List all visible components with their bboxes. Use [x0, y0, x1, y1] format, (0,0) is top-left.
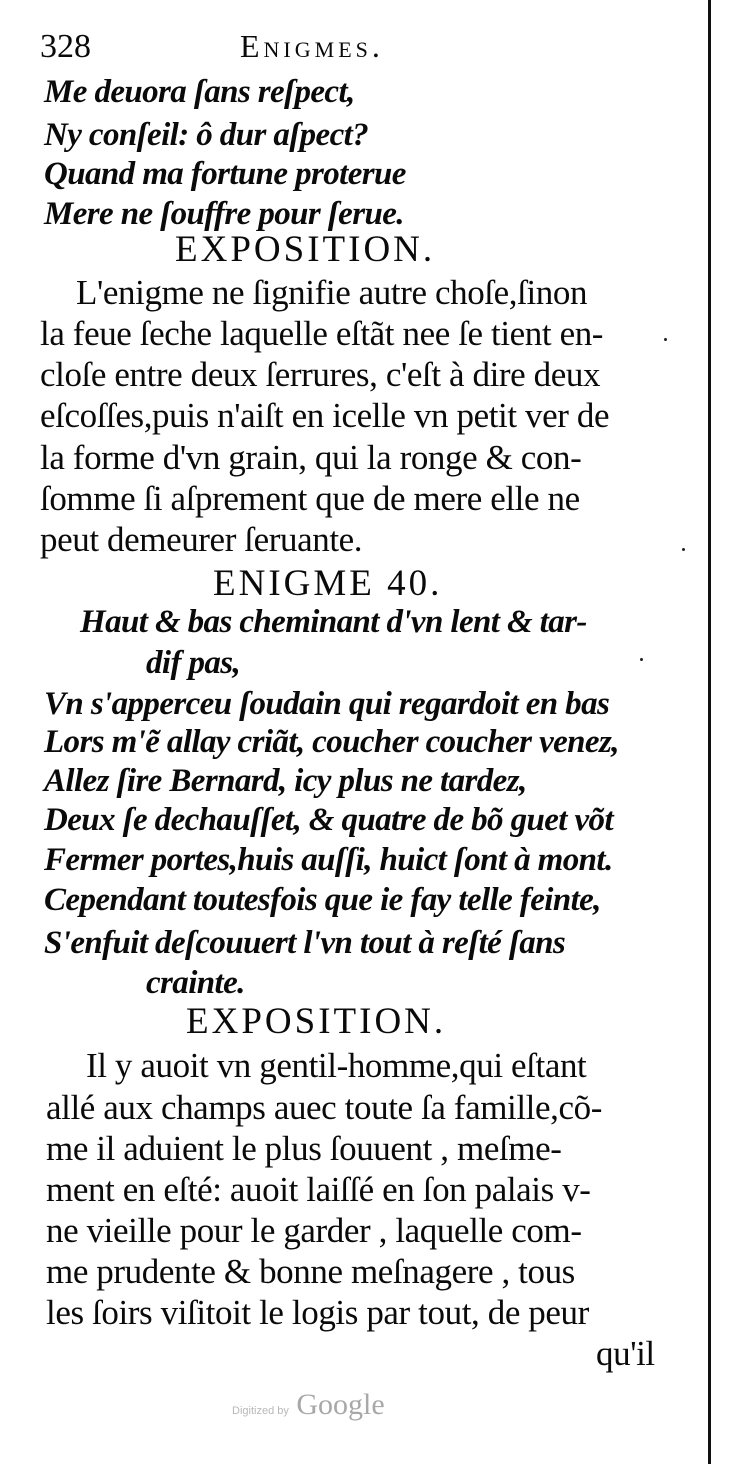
text-line: Il y auoit vn gentil-homme,qui eſtant: [86, 1046, 587, 1085]
verse-line: dif pas,: [146, 645, 241, 681]
verse-line: Cependant toutesfois que ie fay telle feinte,: [44, 882, 601, 918]
text-line: les ſoirs viſitoit le logis par tout, de peur: [46, 1293, 589, 1332]
verse-line: Haut & bas cheminant d'vn lent & tar-: [80, 604, 587, 640]
verse-line: Quand ma fortune proterue: [44, 156, 406, 192]
page-number: 328: [40, 28, 91, 65]
verse-line: Fermer portes,huis auſſi, huict ſont à mont.: [44, 842, 613, 878]
text-line: la forme d'vn grain, qui la ronge & con-: [40, 438, 582, 477]
verse-line: Vn s'apperceu ſoudain qui regardoit en bas: [44, 686, 610, 722]
text-line: peut demeurer ſeruante.: [40, 520, 363, 559]
text-line: eſcoſſes,puis n'aiſt en icelle vn petit ver de: [40, 396, 610, 435]
speck: [682, 548, 685, 551]
verse-line: S'enfuit deſcouuert l'vn tout à reſté ſans: [44, 925, 566, 961]
verse-line: Mere ne ſouffre pour ſerue.: [44, 196, 404, 232]
verse-line: Allez ſire Bernard, icy plus ne tardez,: [44, 763, 527, 799]
digitized-by-label: Digitized by: [232, 1405, 289, 1417]
text-line: allé aux champs auec toute ſa famille,cõ-: [46, 1088, 602, 1127]
text-line: me il aduient le plus ſouuent , meſme-: [46, 1129, 562, 1168]
text-line: ſomme ſi aſprement que de mere elle ne: [40, 479, 580, 518]
speck: [664, 338, 667, 341]
text-line: L'enigme ne ſignifie autre choſe,ſinon: [76, 273, 588, 312]
verse-line: Me deuora ſans reſpect,: [44, 74, 355, 110]
speck: [640, 658, 643, 661]
section-heading: EXPOSITION.: [186, 1001, 447, 1042]
verse-line: Lors m'ẽ allay criãt, coucher coucher venez,: [44, 724, 619, 760]
text-line: cloſe entre deux ſerrures, c'eſt à dire deux: [40, 355, 601, 394]
google-logo: Google: [296, 1388, 385, 1421]
text-line: la feue ſeche laquelle eſtãt nee ſe tient en-: [40, 314, 604, 353]
verse-line: crainte.: [146, 965, 245, 1001]
section-heading: EXPOSITION.: [175, 229, 436, 270]
text-line: me prudente & bonne meſnagere , tous: [46, 1252, 575, 1291]
digitization-watermark: [232, 1388, 385, 1422]
text-line: ment en eſté: auoit laiſſé en ſon palais v-: [46, 1170, 591, 1209]
running-head: Enigmes.: [240, 28, 384, 64]
section-heading: ENIGME 40.: [213, 563, 443, 604]
verse-line: Deux ſe dechauſſet, & quatre de bõ guet võt: [44, 802, 614, 838]
verse-line: Ny conſeil: ô dur aſpect?: [44, 117, 369, 153]
catchword: qu'il: [596, 1334, 655, 1373]
page-header: [40, 24, 440, 64]
text-line: ne vieille pour le garder , laquelle com-: [46, 1211, 582, 1250]
page-edge: [708, 0, 711, 1464]
